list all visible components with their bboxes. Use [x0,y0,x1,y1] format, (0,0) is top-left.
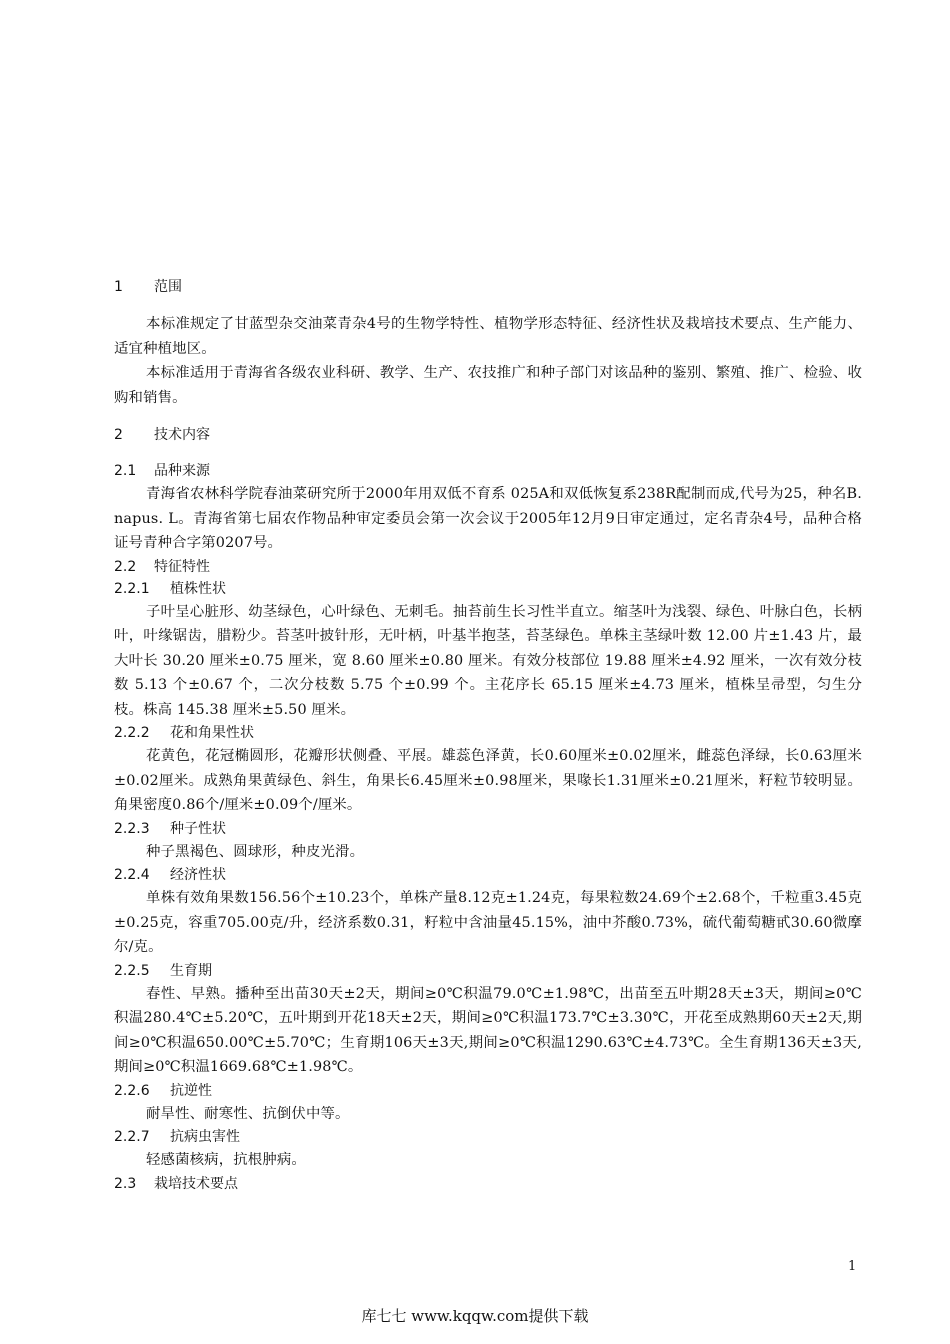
page-number: 1 [848,1259,857,1274]
section-number: 2.1 [114,463,137,479]
section-title: 栽培技术要点 [154,1175,238,1192]
document-body [114,276,862,1195]
section-2-3-heading [114,1173,862,1195]
paragraph: 本标准规定了甘蓝型杂交油菜青杂4号的生物学特性、植物学形态特征、经济性状及栽培技术要点、生产能力、适宜种植地区。 [114,316,862,357]
section-number: 1 [114,279,123,295]
section-title: 抗逆性 [170,1082,212,1099]
section-number: 2.2 [114,558,137,575]
section-number: 2.2.1 [114,580,150,597]
section-2-2-4-heading [114,864,862,886]
section-title: 种子性状 [170,820,226,837]
paragraph: 轻感菌核病，抗根肿病。 [146,1152,306,1168]
section-title: 品种来源 [154,463,210,479]
paragraph: 青海省农林科学院春油菜研究所于2000年用双低不育系 025A和双低恢复系238R配制而成,代号为25，种名B. napus. L。青海省第七届农作物品种审定委员会第一次会议于2005年12月9日审定通过，定名青杂4号，品种合格证号青种合字第0207号。 [114,486,862,551]
section-2-2-heading [114,556,862,578]
section-2-heading [114,424,862,446]
paragraph: 种子黑褐色、圆球形，种皮光滑。 [146,843,365,860]
paragraph: 花黄色，花冠椭圆形，花瓣形状侧叠、平展。雄蕊色泽黄，长0.60厘米±0.02厘米，雌蕊色泽绿，长0.63厘米±0.02厘米。成熟角果黄绿色、斜生，角果长6.45厘米±0.98厘米，果喙长1.31厘米±0.21厘米，籽粒节较明显。角果密度0.86个/厘米±0.09个/厘米。 [114,748,862,813]
download-footer: 库七七 www.kqqw.com提供下载 [361,1307,589,1325]
paragraph: 子叶呈心脏形、幼茎绿色，心叶绿色、无刺毛。抽苔前生长习性半直立。缩茎叶为浅裂、绿色、叶脉白色，长柄叶，叶缘锯齿，腊粉少。苔茎叶披针形，无叶柄，叶基半抱茎，苔茎绿色。单株主茎绿叶数 12.00 片±1.43 片，最大叶长 30.20 厘米±0.75 厘米，宽 8.60 厘米±0.80 厘米。有效分枝部位 19.88 厘米±4.92 厘米，一次有效分枝数 5.13 个±0.67 个，二次分枝数 5.75 个±0.99 个。主花序长 65.15 厘米±4.73 厘米，植株呈帚型，匀生分枝。株高 145.38 厘米±5.50 厘米。 [114,603,862,718]
section-title: 花和角果性状 [170,725,254,741]
section-2-2-1-heading [114,578,862,600]
section-1-heading [114,276,862,298]
section-2-2-3-heading [114,818,862,840]
section-title: 经济性状 [170,867,226,883]
section-title: 范围 [154,279,182,295]
section-2-1-heading [114,460,862,482]
section-2-2-2-heading [114,722,862,744]
section-title: 抗病虫害性 [170,1129,240,1145]
section-number: 2.2.4 [114,867,150,883]
section-title: 特征特性 [154,558,210,575]
section-number: 2.2.6 [114,1082,150,1099]
section-number: 2.2.2 [114,725,150,741]
section-title: 生育期 [170,962,212,979]
paragraph: 耐旱性、耐寒性、抗倒伏中等。 [146,1105,350,1122]
section-number: 2 [114,427,123,443]
section-title: 技术内容 [154,427,210,443]
section-2-2-7-heading [114,1126,862,1148]
section-title: 植株性状 [170,580,226,597]
section-2-2-5-heading [114,960,862,982]
paragraph: 本标准适用于青海省各级农业科研、教学、生产、农技推广和种子部门对该品种的鉴别、繁殖、推广、检验、收购和销售。 [114,365,862,406]
section-number: 2.3 [114,1175,137,1192]
section-number: 2.2.5 [114,962,150,979]
paragraph: 春性、早熟。播种至出苗30天±2天，期间≥0℃积温79.0℃±1.98℃，出苗至五叶期28天±3天，期间≥0℃积温280.4℃±5.20℃，五叶期到开花18天±2天，期间≥0℃积温173.7℃±3.30℃，开花至成熟期60天±2天,期间≥0℃积温650.00℃±5.70℃；生育期106天±3天,期间≥0℃积温1290.63℃±4.73℃。全生育期136天±3天,期间≥0℃积温1669.68℃±1.98℃。 [114,985,862,1075]
paragraph: 单株有效角果数156.56个±10.23个，单株产量8.12克±1.24克，每果粒数24.69个±2.68个，千粒重3.45克±0.25克，容重705.00克/升，经济系数0.31，籽粒中含油量45.15%，油中芥酸0.73%，硫代葡萄糖甙30.60微摩尔/克。 [114,890,862,955]
section-number: 2.2.7 [114,1129,150,1145]
section-number: 2.2.3 [114,820,150,837]
section-2-2-6-heading [114,1080,862,1102]
